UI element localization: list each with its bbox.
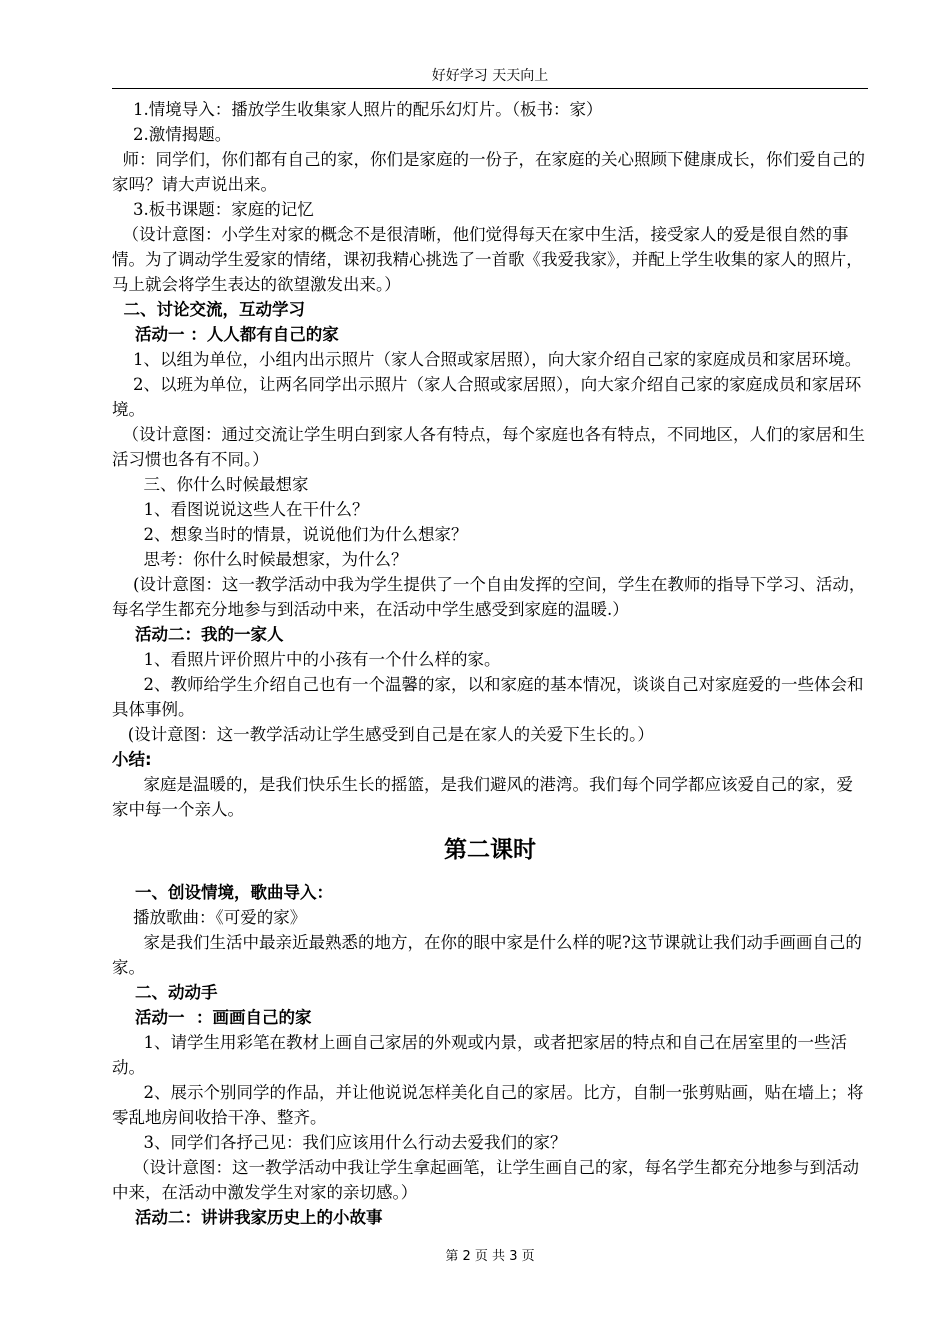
paragraph: 播放歌曲：《可爱的家》 (112, 908, 307, 927)
paragraph: 2、教师给学生介绍自己也有一个温馨的家，以和家庭的基本情况，谈谈自己对家庭爱的一些体会和具体事例。 (112, 675, 864, 719)
activity-heading: 活动二：讲讲我家历史上的小故事 (112, 1208, 383, 1227)
paragraph: 家是我们生活中最亲近最熟悉的地方，在你的眼中家是什么样的呢?这节课就让我们动手画画自己的家。 (112, 933, 862, 977)
activity-heading: 活动二：我的一家人 (112, 625, 284, 644)
lesson-title: 第二课时 (444, 837, 536, 863)
paragraph: 三、你什么时候最想家 (112, 475, 309, 494)
paragraph: 1、以组为单位，小组内出示照片（家人合照或家居照），向大家介绍自己家的家庭成员和家居环境。 (112, 350, 862, 369)
paragraph: 思考：你什么时候最想家，为什么？ (112, 550, 408, 569)
paragraph: 1、看图说说这些人在干什么？ (112, 500, 369, 519)
activity-heading: 活动一 ：画画自己的家 (112, 1008, 312, 1027)
section-heading: 二、动动手 (112, 983, 218, 1002)
activity-heading: 活动一 ：人人都有自己的家 (112, 325, 339, 344)
design-intent-paragraph: (设计意图：这一教学活动中我为学生提供了一个自由发挥的空间，学生在教师的指导下学习、活动，每名学生都充分地参与到活动中来，在活动中学生感受到家庭的温暖.） (112, 575, 866, 619)
paragraph: 3.板书课题：家庭的记忆 (112, 200, 314, 219)
paragraph: 1、看照片评价照片中的小孩有一个什么样的家。 (112, 650, 501, 669)
design-intent-paragraph: (设计意图：这一教学活动让学生感受到自己是在家人的关爱下生长的。） (112, 725, 654, 744)
paragraph: 2、以班为单位，让两名同学出示照片（家人合照或家居照），向大家介绍自己家的家庭成员和家居环境。 (112, 375, 862, 419)
paragraph: 1.情境导入：播放学生收集家人照片的配乐幻灯片。（板书：家） (112, 100, 603, 119)
design-intent-paragraph: （设计意图：通过交流让学生明白到家人各有特点，每个家庭也各有特点，不同地区，人们的家居和生活习惯也各有不同。） (112, 425, 865, 469)
paragraph: 1、请学生用彩笔在教材上画自己家居的外观或内景，或者把家居的特点和自己在居室里的一些活动。 (112, 1033, 847, 1077)
header-divider (112, 88, 868, 89)
design-intent-paragraph: （设计意图：小学生对家的概念不是很清晰，他们觉得每天在家中生活，接受家人的爱是很自然的事情。为了调动学生爱家的情绪，课初我精心挑选了一首歌《我爱我家》，并配上学生收集的家人的照片，马上就会将学生表达的欲望激发出来。） (112, 225, 863, 294)
section-heading: 二、讨论交流，互动学习 (112, 300, 305, 319)
paragraph: 2.激情揭题。 (112, 125, 232, 144)
section-heading: 一、创设情境，歌曲导入： (112, 883, 333, 902)
page-footer: 第 2 页 共 3 页 (445, 1249, 535, 1264)
document-body (112, 97, 868, 1230)
paragraph: 2、展示个别同学的作品，并让他说说怎样美化自己的家居。比方，自制一张剪贴画，贴在墙上；将零乱地房间收拾干净、整齐。 (112, 1083, 864, 1127)
design-intent-paragraph: （设计意图：这一教学活动中我让学生拿起画笔，让学生画自己的家，每名学生都充分地参与到活动中来，在活动中激发学生对家的亲切感。） (112, 1158, 859, 1202)
paragraph: 2、想象当时的情景，说说他们为什么想家？ (112, 525, 468, 544)
summary-heading: 小结: (112, 750, 152, 769)
paragraph: 师：同学们，你们都有自己的家，你们是家庭的一份子，在家庭的关心照顾下健康成长，你们爱自己的家吗？请大声说出来。 (112, 150, 865, 194)
page-header: 好好学习 天天向上 (431, 68, 549, 84)
paragraph: 3、同学们各抒己见：我们应该用什么行动去爱我们的家？ (112, 1133, 567, 1152)
summary-text: 家庭是温暖的，是我们快乐生长的摇篮，是我们避风的港湾。我们每个同学都应该爱自己的家，爱家中每一个亲人。 (112, 775, 853, 819)
